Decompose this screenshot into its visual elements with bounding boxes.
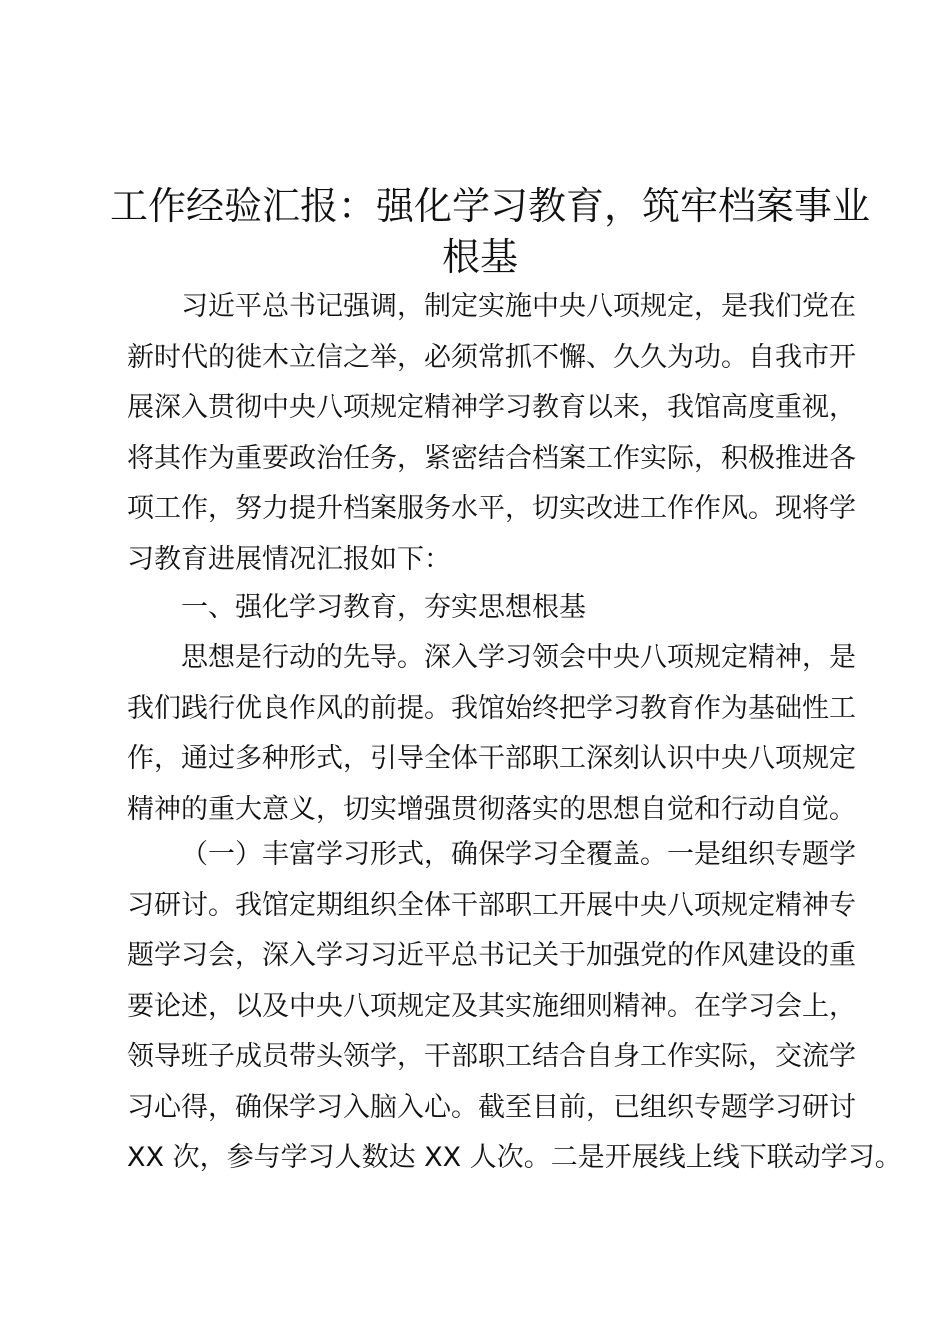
text-line: 要论述，以及中央八项规定及其实施细则精神。在学习会上，	[127, 990, 856, 1022]
text-line: 习心得，确保学习入脑入心。截至目前，已组织专题学习研讨	[127, 1091, 856, 1123]
text-line: 新时代的徙木立信之举，必须常抓不懈、久久为功。自我市开	[127, 341, 856, 373]
text-line: 将其作为重要政治任务，紧密结合档案工作实际，积极推进各	[127, 442, 856, 474]
text-line: 习教育进展情况汇报如下：	[127, 543, 451, 575]
intro-paragraph	[127, 282, 856, 585]
text-line: 我们践行优良作风的前提。我馆始终把学习教育作为基础性工	[127, 692, 856, 724]
text-line: 习近平总书记强调，制定实施中央八项规定，是我们党在	[181, 291, 856, 322]
text-line: 展深入贯彻中央八项规定精神学习教育以来，我馆高度重视，	[127, 392, 856, 423]
section-heading-1	[127, 583, 837, 634]
section1-paragraph-2	[127, 830, 902, 1184]
text-line: （一）丰富学习形式，确保学习全覆盖。一是组织专题学	[181, 839, 856, 870]
text-line: 精神的重大意义，切实增强贯彻落实的思想自觉和行动自觉。	[127, 793, 856, 825]
text-line: 项工作，努力提升档案服务水平，切实改进工作作风。现将学	[127, 493, 856, 524]
document-title	[110, 180, 871, 281]
text-line: XX 次，参与学习人数达 XX 人次。二是开展线上线下联动学习。	[127, 1142, 902, 1173]
text-line: 思想是行动的先导。深入学习领会中央八项规定精神，是	[181, 642, 856, 673]
heading-text: 一、强化学习教育，夯实思想根基	[181, 592, 586, 623]
text-line: 习研讨。我馆定期组织全体干部职工开展中央八项规定精神专	[127, 889, 856, 921]
text-line: 题学习会，深入学习习近平总书记关于加强党的作风建设的重	[127, 940, 856, 971]
title-line-2: 根基	[441, 234, 518, 279]
section1-paragraph-1	[127, 633, 856, 835]
title-line-1: 工作经验汇报：强化学习教育，筑牢档案事业	[110, 184, 871, 228]
text-line: 作，通过多种形式，引导全体干部职工深刻认识中央八项规定	[127, 743, 856, 774]
text-line: 领导班子成员带头领学，干部职工结合自身工作实际，交流学	[127, 1041, 856, 1072]
